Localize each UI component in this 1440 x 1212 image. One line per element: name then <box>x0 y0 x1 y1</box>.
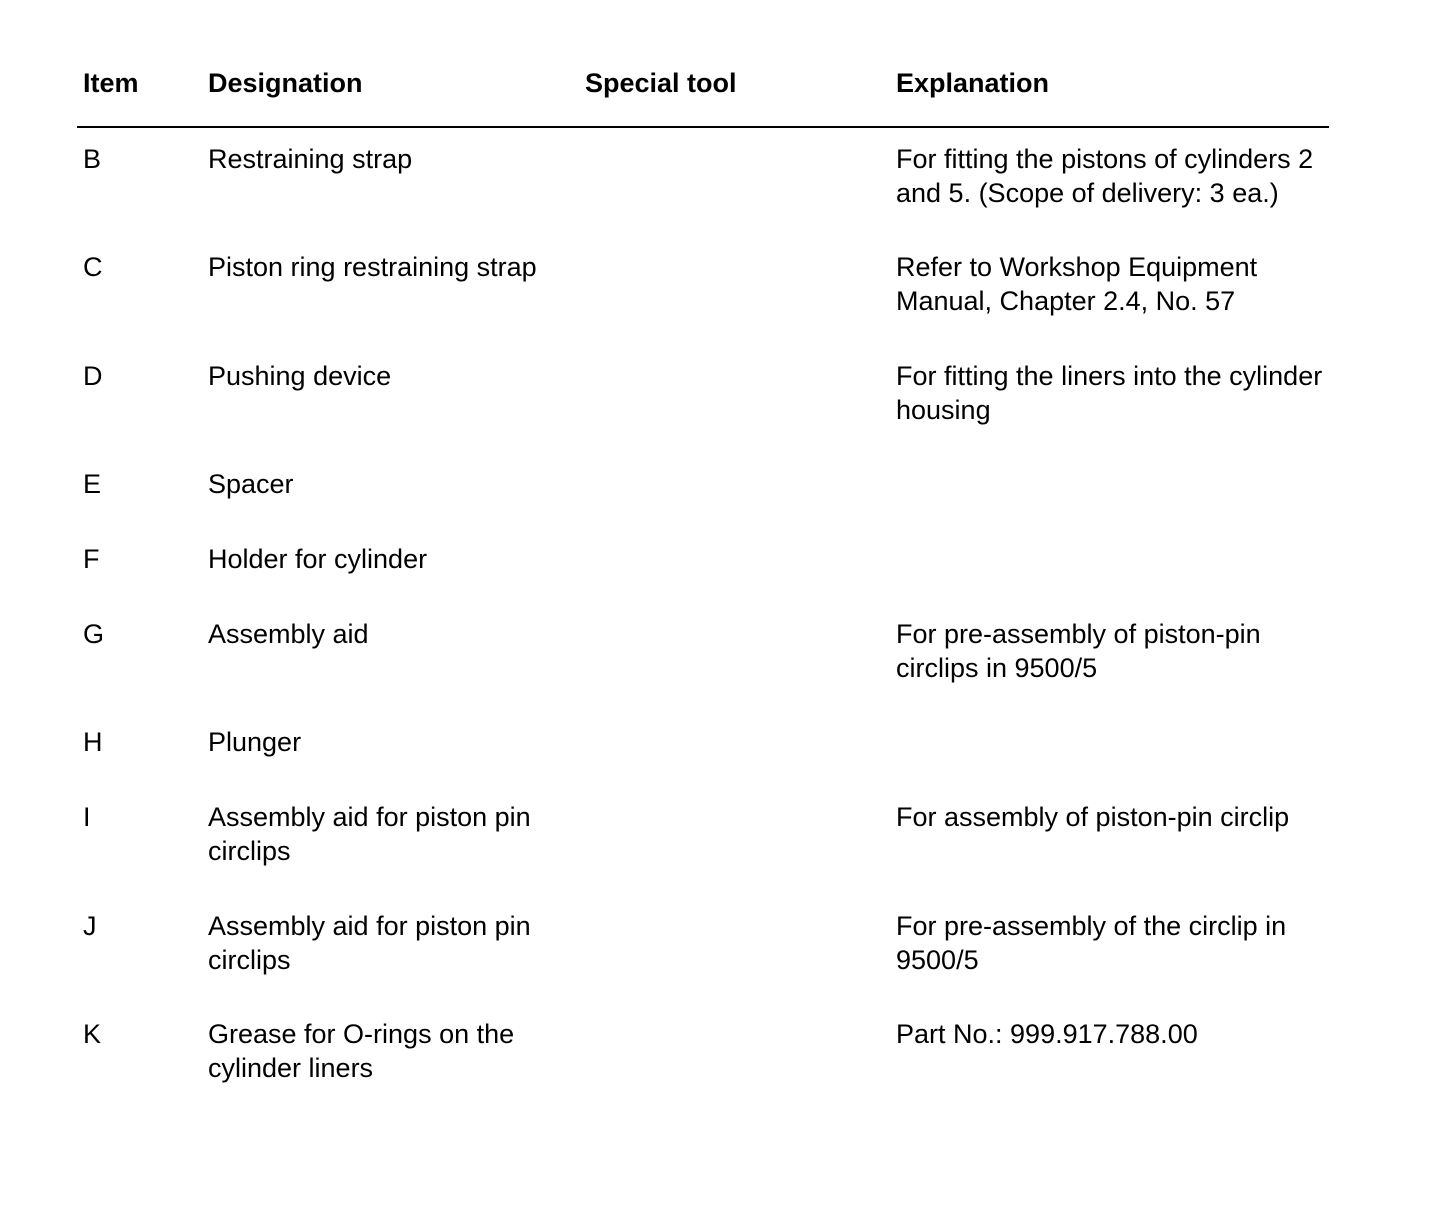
designation-cell: Restraining strap <box>208 144 413 174</box>
item-cell: B <box>83 144 102 174</box>
table-header <box>0 66 1440 100</box>
item-cell: J <box>83 911 97 941</box>
designation-cell: Assembly aid for piston pin circlips <box>208 911 531 975</box>
designation-cell: Piston ring restraining strap <box>208 252 537 282</box>
item-cell: K <box>83 1019 102 1049</box>
designation-cell: Pushing device <box>208 361 392 391</box>
designation-cell: Grease for O-rings on the cylinder liners <box>208 1019 515 1083</box>
explanation-cell: For assembly of piston-pin circlip <box>896 802 1290 832</box>
designation-cell: Holder for cylinder <box>208 544 428 574</box>
item-cell: F <box>83 544 100 574</box>
header-divider <box>77 126 1329 128</box>
designation-cell: Plunger <box>208 727 302 757</box>
item-cell: E <box>83 469 102 499</box>
explanation-cell: Part No.: 999.917.788.00 <box>896 1019 1198 1049</box>
designation-cell: Spacer <box>208 469 294 499</box>
header-item: Item <box>83 68 139 98</box>
explanation-cell: For fitting the liners into the cylinder housing <box>896 361 1323 425</box>
header-special-tool: Special tool <box>585 68 737 98</box>
item-cell: G <box>83 619 105 649</box>
designation-cell: Assembly aid <box>208 619 369 649</box>
item-cell: I <box>83 802 91 832</box>
header-explanation: Explanation <box>896 68 1050 98</box>
explanation-cell: For pre-assembly of the circlip in 9500/5 <box>896 911 1287 975</box>
explanation-cell: For fitting the pistons of cylinders 2 and 5. (Scope of delivery: 3 ea.) <box>896 144 1314 208</box>
item-cell: C <box>83 252 103 282</box>
item-cell: H <box>83 727 103 757</box>
item-cell: D <box>83 361 103 391</box>
designation-cell: Assembly aid for piston pin circlips <box>208 802 531 866</box>
explanation-cell: For pre-assembly of piston-pin circlips in 9500/5 <box>896 619 1261 683</box>
header-designation: Designation <box>208 68 363 98</box>
explanation-cell: Refer to Workshop Equipment Manual, Chapter 2.4, No. 57 <box>896 252 1258 316</box>
